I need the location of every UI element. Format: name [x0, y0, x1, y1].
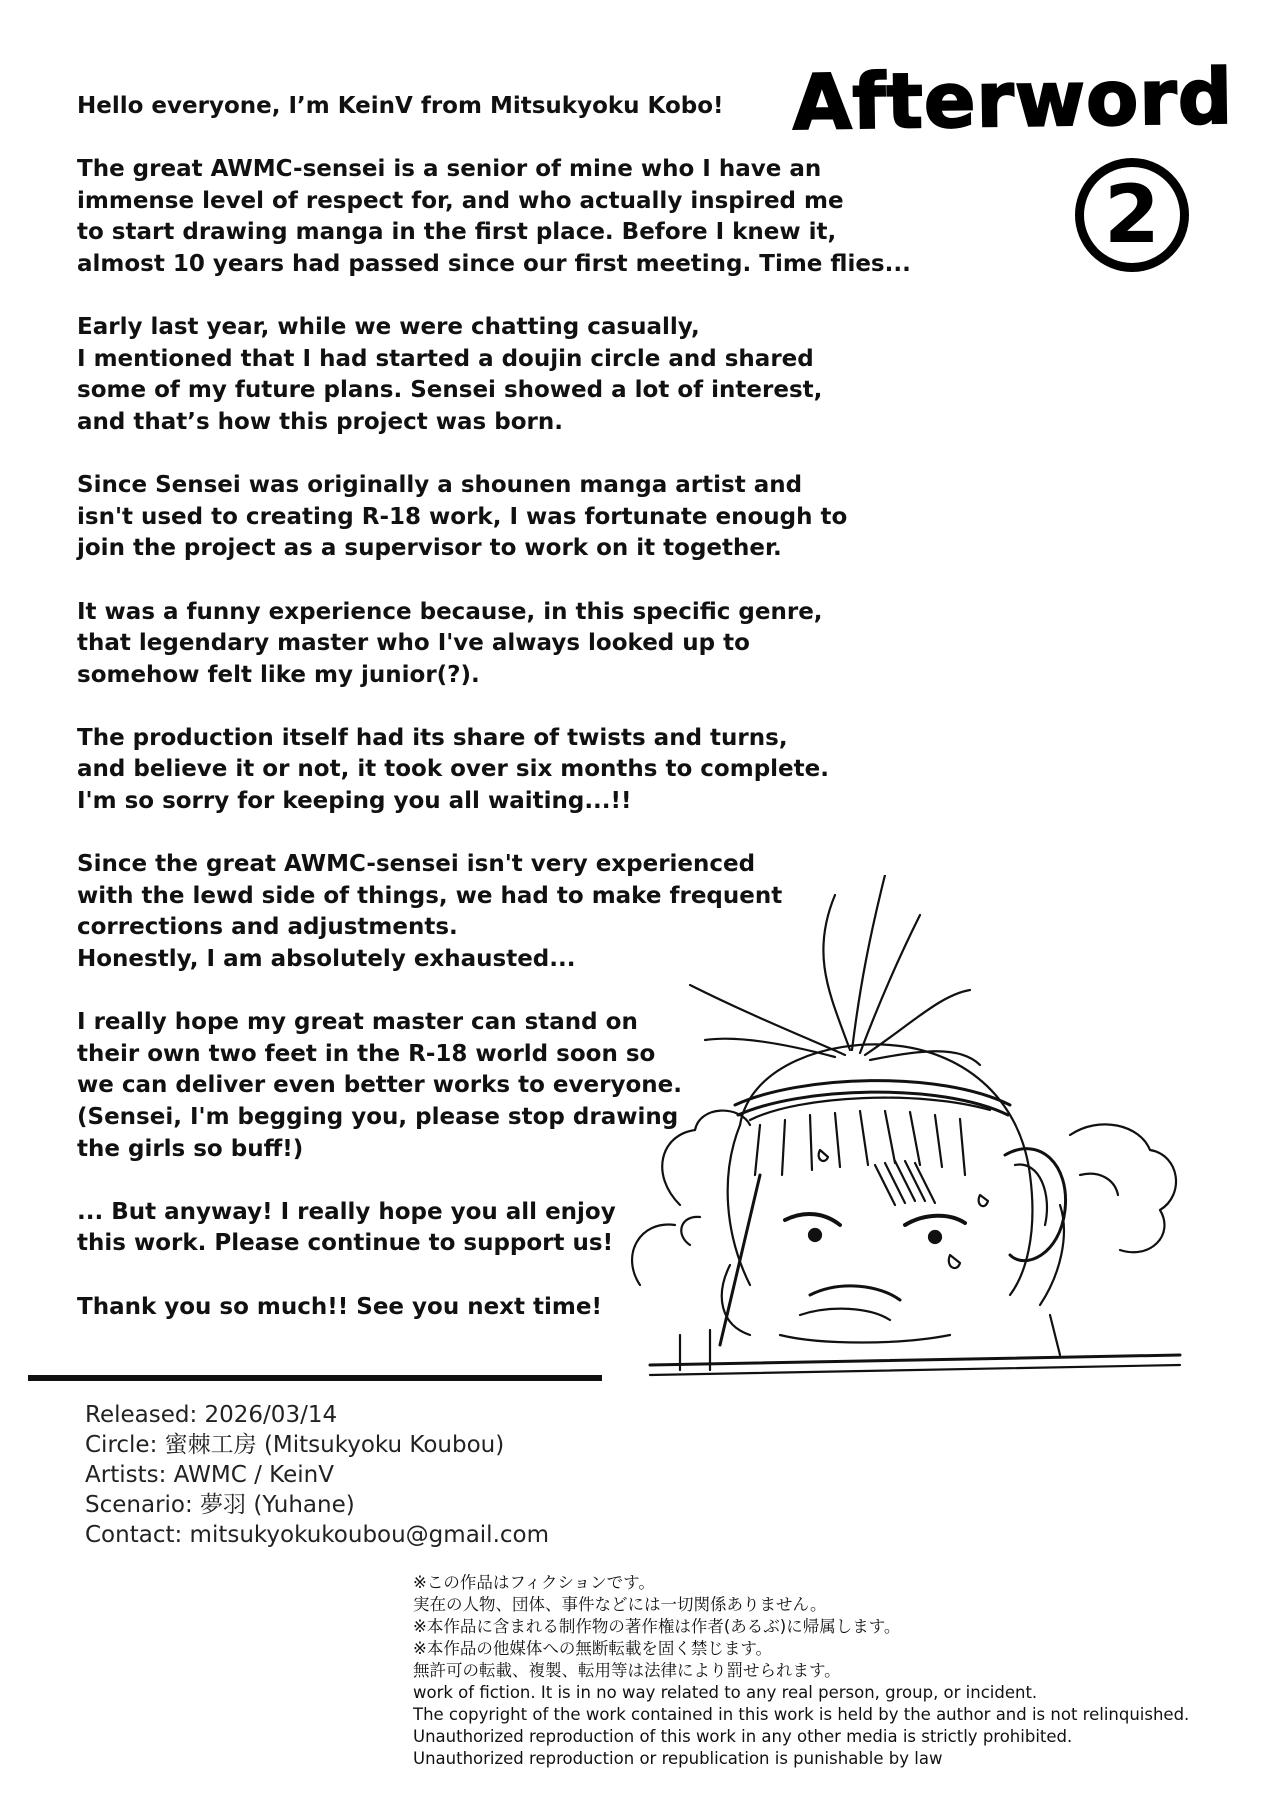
paragraph-line: immense level of respect for, and who actually inspired me [77, 187, 844, 214]
paragraph-line: we can deliver even better works to everyone. [77, 1072, 682, 1099]
paragraph-line: I really hope my great master can stand on [77, 1009, 638, 1036]
release-credits [85, 1400, 549, 1550]
paragraph-line: almost 10 years had passed since our first meeting. Time flies... [77, 250, 911, 277]
credit-line: Released: 2026/03/14 [85, 1402, 338, 1428]
paragraph-line: and believe it or not, it took over six months to complete. [77, 756, 829, 783]
credit-line: Contact: mitsukyokukoubou@gmail.com [85, 1522, 549, 1548]
disclaimer-line: ※この作品はフィクションです。 [413, 1573, 655, 1592]
disclaimer-line: The copyright of the work contained in this work is held by the author and is not relinquished. [413, 1705, 1190, 1724]
paragraph-line: (Sensei, I'm begging you, please stop drawing [77, 1104, 679, 1130]
paragraph-line: Early last year, while we were chatting casually, [77, 314, 700, 341]
disclaimer-line: Unauthorized reproduction of this work in any other media is strictly prohibited. [413, 1727, 1073, 1746]
credit-line: Artists: AWMC / KeinV [85, 1462, 334, 1488]
afterword-paragraph [77, 723, 867, 818]
afterword-paragraph [77, 312, 867, 438]
paragraph-line: Since the great AWMC-sensei isn't very experienced [77, 851, 756, 878]
paragraph-line: some of my future plans. Sensei showed a lot of interest, [77, 377, 823, 404]
disclaimer-line: 実在の人物、団体、事件などには一切関係ありません。 [413, 1595, 827, 1614]
paragraph-line: isn't used to creating R-18 work, I was fortunate enough to [77, 503, 848, 530]
paragraph-line: Since Sensei was originally a shounen manga artist and [77, 472, 803, 499]
paragraph-line: ... But anyway! I really hope you all enjoy [77, 1198, 616, 1225]
copyright-disclaimer [413, 1572, 1263, 1770]
paragraph-line: the girls so buff!) [77, 1135, 304, 1162]
paragraph-line: corrections and adjustments. [77, 914, 458, 941]
disclaimer-line: ※本作品の他媒体への無断転載を固く禁じます。 [413, 1639, 773, 1658]
paragraph-line: their own two feet in the R-18 world soon so [77, 1040, 656, 1067]
paragraph-line: I mentioned that I had started a doujin circle and shared [77, 345, 814, 372]
title-text: Afterword [792, 51, 1234, 147]
paragraph-line: The production itself had its share of twists and turns, [77, 724, 788, 751]
paragraph-line: this work. Please continue to support us! [77, 1230, 614, 1257]
afterword-paragraph [77, 91, 867, 123]
credit-line: Circle: 蜜棘工房 (Mitsukyoku Koubou) [85, 1432, 505, 1458]
disclaimer-line: work of fiction. It is in no way related to any real person, group, or incident. [413, 1683, 1038, 1702]
paragraph-line: that legendary master who I've always looked up to [77, 630, 750, 657]
paragraph-line: to start drawing manga in the first place. Before I knew it, [77, 219, 837, 246]
paragraph-line: and that’s how this project was born. [77, 408, 563, 435]
exhausted-artist-sketch [620, 875, 1200, 1450]
title-circled-number: 2 [1075, 158, 1189, 272]
paragraph-line: I'm so sorry for keeping you all waiting...!! [77, 788, 632, 815]
paragraph-line: with the lewd side of things, we had to make frequent [77, 882, 783, 909]
disclaimer-line: 無許可の転載、複製、転用等は法律により罰せられます。 [413, 1661, 841, 1680]
paragraph-line: Thank you so much!! See you next time! [77, 1293, 602, 1320]
divider-rule [28, 1375, 602, 1381]
paragraph-line: join the project as a supervisor to work on it together. [77, 535, 782, 562]
afterword-paragraph [77, 597, 867, 692]
disclaimer-line: ※本作品に含まれる制作物の著作権は作者(あるぶ)に帰属します。 [413, 1617, 901, 1636]
credit-line: Scenario: 夢羽 (Yuhane) [85, 1492, 355, 1518]
paragraph-line: It was a funny experience because, in this specific genre, [77, 598, 823, 625]
paragraph-line: somehow felt like my junior(?). [77, 661, 480, 688]
afterword-paragraph [77, 154, 911, 280]
paragraph-line: Honestly, I am absolutely exhausted... [77, 946, 576, 973]
paragraph-line: The great AWMC-sensei is a senior of mine who I have an [77, 156, 822, 183]
disclaimer-line: Unauthorized reproduction or republication is punishable by law [413, 1749, 943, 1768]
paragraph-line: Hello everyone, I’m KeinV from Mitsukyoku Kobo! [77, 93, 724, 119]
afterword-paragraph [77, 470, 867, 565]
